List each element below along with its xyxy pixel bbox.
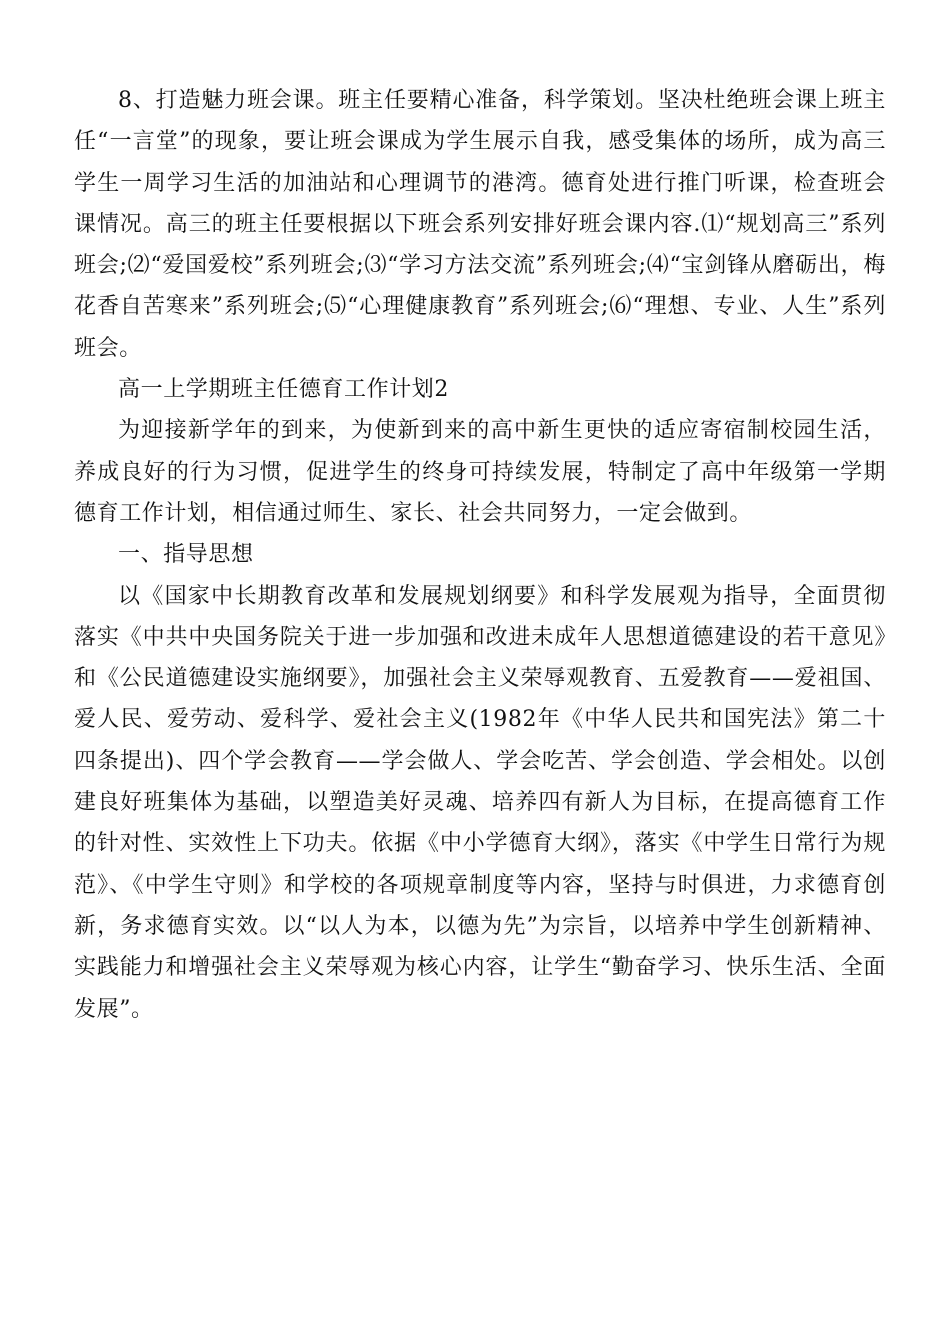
paragraph-guiding-ideology: 以《国家中长期教育改革和发展规划纲要》和科学发展观为指导，全面贯彻落实《中共中央国务院关于进一步加强和改进未成年人思想道德建设的若干意见》和《公民道德建设实施纲要》，加强社会主义荣辱观教育、五爱教育——爱祖国、爱人民、爱劳动、爱科学、爱社会主义(1982年《中华人民共和国宪法》第二十四条提出)、四个学会教育——学会做人、学会吃苦、学会创造、学会相处。以创建良好班集体为基础，以塑造美好灵魂、培养四有新人为目标，在提高德育工作的针对性、实效性上下功夫。依据《中小学德育大纲》，落实《中学生日常行为规范》、《中学生守则》和学校的各项规章制度等内容，坚持与时俱进，力求德育创新，务求德育实效。以“以人为本，以德为先”为宗旨，以培养中学生创新精神、实践能力和增强社会主义荣辱观为核心内容，让学生“勤奋学习、快乐生活、全面发展”。 bbox=[74, 583, 886, 1022]
paragraph-intro: 为迎接新学年的到来，为使新到来的高中新生更快的适应寄宿制校园生活，养成良好的行为习惯，促进学生的终身可持续发展，特制定了高中年级第一学期德育工作计划，相信通过师生、家长、社会共同努力，一定会做到。 bbox=[74, 418, 886, 526]
heading-guiding-ideology: 一、指导思想 bbox=[118, 542, 254, 568]
document-page bbox=[74, 80, 886, 1030]
paragraph-class-meeting: 8、打造魅力班会课。班主任要精心准备，科学策划。坚决杜绝班会课上班主任“一言堂”的现象，要让班会课成为学生展示自我，感受集体的场所，成为高三学生一周学习生活的加油站和心理调节的港湾。德育处进行推门听课，检查班会课情况。高三的班主任要根据以下班会系列安排好班会课内容.⑴“规划高三”系列班会;⑵“爱国爱校”系列班会;⑶“学习方法交流”系列班会;⑷“宝剑锋从磨砺出，梅花香自苦寒来”系列班会;⑸“心理健康教育”系列班会;⑹“理想、专业、人生”系列班会。 bbox=[74, 88, 886, 361]
section-title-plan-2: 高一上学期班主任德育工作计划2 bbox=[118, 377, 449, 403]
